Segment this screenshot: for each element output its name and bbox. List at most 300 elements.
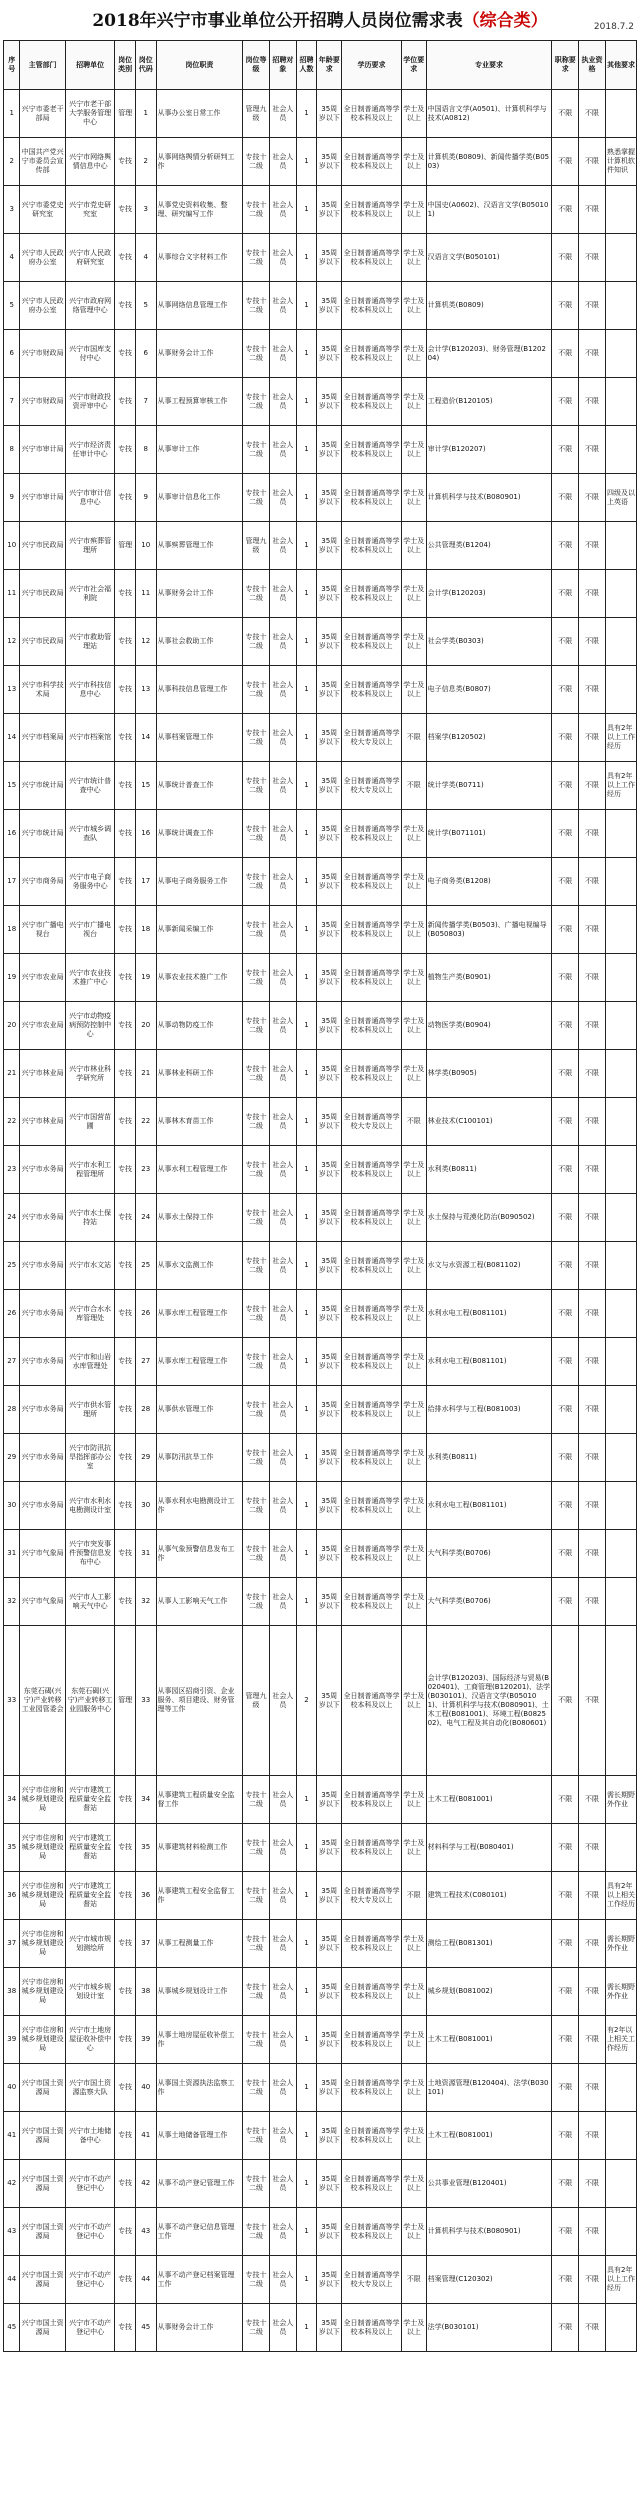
table-cell: 专技十二级 xyxy=(243,762,270,810)
table-row xyxy=(4,2304,637,2352)
table-cell: 不限 xyxy=(579,2160,606,2208)
table-cell: 社会人员 xyxy=(269,618,296,666)
table-cell: 不限 xyxy=(552,1776,579,1824)
table-cell: 不限 xyxy=(579,666,606,714)
column-header: 专业要求 xyxy=(426,41,552,90)
table-cell: 计算机科学与技术(B080901) xyxy=(426,474,552,522)
table-cell: 兴宁市气象局 xyxy=(20,1530,65,1578)
table-cell: 3 xyxy=(135,186,156,234)
table-cell: 不限 xyxy=(552,858,579,906)
table-cell: 32 xyxy=(4,1578,20,1626)
table-cell: 全日制普通高等学校本科及以上 xyxy=(342,474,402,522)
column-header: 年龄要求 xyxy=(317,41,342,90)
table-row xyxy=(4,2064,637,2112)
table-cell: 不限 xyxy=(579,1872,606,1920)
table-cell: 社会人员 xyxy=(269,2112,296,2160)
table-cell: 不限 xyxy=(579,1050,606,1098)
table-cell: 18 xyxy=(4,906,20,954)
table-cell: 兴宁市水务局 xyxy=(20,1386,65,1434)
table-cell: 不限 xyxy=(579,954,606,1002)
table-cell: 44 xyxy=(4,2256,20,2304)
table-row xyxy=(4,666,637,714)
table-cell: 不限 xyxy=(552,810,579,858)
table-cell: 管理九级 xyxy=(243,522,270,570)
table-cell: 不限 xyxy=(552,1002,579,1050)
table-row xyxy=(4,618,637,666)
table-cell: 19 xyxy=(4,954,20,1002)
table-cell: 学士及以上 xyxy=(401,1434,426,1482)
table-cell: 社会人员 xyxy=(269,1530,296,1578)
table-cell: 专技十二级 xyxy=(243,2208,270,2256)
table-cell: 社会人员 xyxy=(269,2304,296,2352)
table-cell: 不限 xyxy=(579,570,606,618)
table-cell: 水利类(B0811) xyxy=(426,1434,552,1482)
table-cell: 林业技术(C100101) xyxy=(426,1098,552,1146)
table-cell: 不限 xyxy=(552,330,579,378)
table-cell: 30 xyxy=(135,1482,156,1530)
table-cell: 42 xyxy=(135,2160,156,2208)
table-cell: 14 xyxy=(4,714,20,762)
table-cell: 从事统计普查工作 xyxy=(156,762,243,810)
table-cell: 专技十二级 xyxy=(243,618,270,666)
table-cell: 学士及以上 xyxy=(401,906,426,954)
table-cell: 从事水土保持工作 xyxy=(156,1194,243,1242)
table-cell: 兴宁市统计局 xyxy=(20,810,65,858)
table-cell: 专技十二级 xyxy=(243,714,270,762)
table-cell: 不限 xyxy=(579,522,606,570)
table-cell: 39 xyxy=(135,2016,156,2064)
column-header: 岗位职责 xyxy=(156,41,243,90)
table-cell: 社会人员 xyxy=(269,1194,296,1242)
table-cell xyxy=(605,2064,636,2112)
table-cell: 35周岁以下 xyxy=(317,666,342,714)
table-cell: 不限 xyxy=(552,1434,579,1482)
table-cell: 植物生产类(B0901) xyxy=(426,954,552,1002)
table-cell xyxy=(605,1002,636,1050)
table-cell: 专技十二级 xyxy=(243,1578,270,1626)
table-cell: 全日制普通高等学校本科及以上 xyxy=(342,2160,402,2208)
column-header: 学历要求 xyxy=(342,41,402,90)
table-cell: 不限 xyxy=(552,282,579,330)
table-cell: 电子信息类(B0807) xyxy=(426,666,552,714)
table-cell: 测绘工程(B081301) xyxy=(426,1920,552,1968)
table-body xyxy=(4,90,637,2352)
table-cell: 从事工程预算审核工作 xyxy=(156,378,243,426)
table-cell: 35周岁以下 xyxy=(317,1194,342,1242)
table-cell: 35周岁以下 xyxy=(317,1530,342,1578)
table-cell: 35周岁以下 xyxy=(317,2304,342,2352)
table-cell: 全日制普通高等学校本科及以上 xyxy=(342,858,402,906)
table-cell: 会计学(B120203)、财务管理(B120204) xyxy=(426,330,552,378)
table-cell: 兴宁市不动产登记中心 xyxy=(65,2208,114,2256)
table-cell xyxy=(605,1146,636,1194)
table-cell: 不限 xyxy=(552,618,579,666)
table-cell: 全日制普通高等学校本科及以上 xyxy=(342,1194,402,1242)
table-cell: 学士及以上 xyxy=(401,2064,426,2112)
table-cell: 1 xyxy=(296,714,317,762)
table-cell: 16 xyxy=(4,810,20,858)
table-cell: 1 xyxy=(296,330,317,378)
table-cell: 40 xyxy=(135,2064,156,2112)
table-cell: 兴宁市民政局 xyxy=(20,522,65,570)
table-cell: 兴宁市广播电视台 xyxy=(20,906,65,954)
table-cell: 不限 xyxy=(552,1968,579,2016)
table-cell: 1 xyxy=(296,90,317,138)
table-cell: 专技十二级 xyxy=(243,858,270,906)
table-cell: 全日制普通高等学校本科及以上 xyxy=(342,1776,402,1824)
table-cell: 从事统计调查工作 xyxy=(156,810,243,858)
table-cell: 专技 xyxy=(115,714,136,762)
table-row xyxy=(4,186,637,234)
table-cell: 需长期野外作业 xyxy=(605,1968,636,2016)
table-cell: 兴宁市水务局 xyxy=(20,1338,65,1386)
table-cell: 管理 xyxy=(115,1626,136,1776)
table-cell: 水利类(B0811) xyxy=(426,1146,552,1194)
table-cell: 社会人员 xyxy=(269,1386,296,1434)
table-cell: 专技 xyxy=(115,2016,136,2064)
table-cell: 从事林木育苗工作 xyxy=(156,1098,243,1146)
table-cell: 社会人员 xyxy=(269,282,296,330)
table-cell: 社会人员 xyxy=(269,234,296,282)
table-cell: 兴宁市经济责任审计中心 xyxy=(65,426,114,474)
table-cell: 36 xyxy=(4,1872,20,1920)
table-cell: 专技十二级 xyxy=(243,1338,270,1386)
table-cell: 有2年以上相关工作经历 xyxy=(605,2016,636,2064)
table-cell: 不限 xyxy=(552,234,579,282)
table-cell: 学士及以上 xyxy=(401,810,426,858)
table-cell xyxy=(605,2112,636,2160)
table-cell: 6 xyxy=(4,330,20,378)
table-cell: 24 xyxy=(4,1194,20,1242)
table-cell: 1 xyxy=(296,1872,317,1920)
table-row xyxy=(4,1824,637,1872)
table-cell: 从事城乡规划设计工作 xyxy=(156,1968,243,2016)
table-cell: 35周岁以下 xyxy=(317,2016,342,2064)
table-cell: 37 xyxy=(135,1920,156,1968)
table-cell: 兴宁市水务局 xyxy=(20,1242,65,1290)
table-cell: 35周岁以下 xyxy=(317,1968,342,2016)
table-cell: 学士及以上 xyxy=(401,1146,426,1194)
table-cell: 学士及以上 xyxy=(401,1482,426,1530)
table-cell xyxy=(605,1824,636,1872)
table-cell: 不限 xyxy=(579,1338,606,1386)
table-cell: 公共管理类(B1204) xyxy=(426,522,552,570)
table-row xyxy=(4,1338,637,1386)
table-row xyxy=(4,2016,637,2064)
table-cell: 兴宁市供水管理所 xyxy=(65,1386,114,1434)
table-cell: 不限 xyxy=(579,1824,606,1872)
table-cell: 不限 xyxy=(579,1290,606,1338)
table-cell: 28 xyxy=(4,1386,20,1434)
table-cell: 兴宁市委党史研究室 xyxy=(20,186,65,234)
table-cell: 全日制普通高等学校本科及以上 xyxy=(342,906,402,954)
table-cell: 45 xyxy=(135,2304,156,2352)
table-cell: 1 xyxy=(296,1194,317,1242)
table-cell: 档案学(B120502) xyxy=(426,714,552,762)
table-cell: 21 xyxy=(4,1050,20,1098)
table-cell: 35周岁以下 xyxy=(317,1872,342,1920)
table-cell: 35周岁以下 xyxy=(317,858,342,906)
table-cell: 全日制普通高等学校本科及以上 xyxy=(342,618,402,666)
table-cell: 社会人员 xyxy=(269,2016,296,2064)
table-cell: 从事不动产登记档案管理工作 xyxy=(156,2256,243,2304)
table-cell: 公共事业管理(B120401) xyxy=(426,2160,552,2208)
table-cell: 兴宁市建筑工程质量安全监督站 xyxy=(65,1872,114,1920)
table-cell: 12 xyxy=(135,618,156,666)
table-cell: 1 xyxy=(296,618,317,666)
table-cell: 不限 xyxy=(579,1626,606,1776)
table-cell: 不限 xyxy=(552,666,579,714)
table-cell: 从事气象预警信息发布工作 xyxy=(156,1530,243,1578)
table-cell: 专技 xyxy=(115,186,136,234)
table-cell: 25 xyxy=(4,1242,20,1290)
table-cell: 40 xyxy=(4,2064,20,2112)
table-cell: 兴宁市委老干部局 xyxy=(20,90,65,138)
table-cell: 35周岁以下 xyxy=(317,1626,342,1776)
table-cell: 不限 xyxy=(552,1578,579,1626)
table-cell: 专技十二级 xyxy=(243,1776,270,1824)
table-cell: 兴宁市国土资源局 xyxy=(20,2064,65,2112)
table-cell: 全日制普通高等学校本科及以上 xyxy=(342,1338,402,1386)
column-header: 招聘单位 xyxy=(65,41,114,90)
table-cell: 管理九级 xyxy=(243,90,270,138)
table-cell: 专技十二级 xyxy=(243,1386,270,1434)
table-cell: 不限 xyxy=(579,858,606,906)
table-cell: 学士及以上 xyxy=(401,2016,426,2064)
table-cell: 社会人员 xyxy=(269,2208,296,2256)
table-cell: 11 xyxy=(4,570,20,618)
table-cell: 不限 xyxy=(552,474,579,522)
table-cell: 39 xyxy=(4,2016,20,2064)
table-cell xyxy=(605,378,636,426)
table-cell: 专技 xyxy=(115,2112,136,2160)
table-cell: 专技十二级 xyxy=(243,1050,270,1098)
table-cell: 社会人员 xyxy=(269,810,296,858)
table-cell: 社会人员 xyxy=(269,522,296,570)
table-cell: 专技十二级 xyxy=(243,1434,270,1482)
table-cell: 社会人员 xyxy=(269,2160,296,2208)
table-row xyxy=(4,138,637,186)
table-cell: 学士及以上 xyxy=(401,1050,426,1098)
table-cell: 不限 xyxy=(552,1050,579,1098)
table-cell: 具有2年以上工作经历 xyxy=(605,762,636,810)
table-row xyxy=(4,522,637,570)
table-row xyxy=(4,858,637,906)
table-cell: 中国语言文学(A0501)、计算机科学与技术(A0812) xyxy=(426,90,552,138)
column-header: 招聘对象 xyxy=(269,41,296,90)
table-row xyxy=(4,762,637,810)
table-cell: 兴宁市档案馆 xyxy=(65,714,114,762)
table-cell: 7 xyxy=(135,378,156,426)
table-cell: 林学类(B0905) xyxy=(426,1050,552,1098)
table-cell: 社会人员 xyxy=(269,762,296,810)
table-cell: 不限 xyxy=(552,90,579,138)
table-header-row xyxy=(4,41,637,90)
table-cell: 全日制普通高等学校本科及以上 xyxy=(342,2112,402,2160)
table-cell: 兴宁市城市规划测绘所 xyxy=(65,1920,114,1968)
table-row xyxy=(4,330,637,378)
table-cell: 1 xyxy=(296,1242,317,1290)
table-cell: 东莞石碣(兴宁)产业转移工业园管委会 xyxy=(20,1626,65,1776)
table-cell: 专技十二级 xyxy=(243,2016,270,2064)
table-cell: 1 xyxy=(296,1098,317,1146)
table-cell: 从事建筑材料检测工作 xyxy=(156,1824,243,1872)
table-cell: 32 xyxy=(135,1578,156,1626)
table-cell: 兴宁市水务局 xyxy=(20,1482,65,1530)
table-cell: 专技 xyxy=(115,1050,136,1098)
table-row xyxy=(4,906,637,954)
table-cell: 从事党史资料收集、整理、研究编写工作 xyxy=(156,186,243,234)
table-cell: 从事林业科研工作 xyxy=(156,1050,243,1098)
table-cell: 30 xyxy=(4,1482,20,1530)
table-cell: 兴宁市审计局 xyxy=(20,426,65,474)
table-row xyxy=(4,570,637,618)
table-cell: 全日制普通高等学校大专及以上 xyxy=(342,2256,402,2304)
table-cell: 全日制普通高等学校本科及以上 xyxy=(342,1050,402,1098)
table-cell: 从事不动产登记信息管理工作 xyxy=(156,2208,243,2256)
column-header: 职称要求 xyxy=(552,41,579,90)
table-cell: 1 xyxy=(296,1920,317,1968)
table-cell: 兴宁市国土资源局 xyxy=(20,2112,65,2160)
table-cell: 21 xyxy=(135,1050,156,1098)
table-cell: 专技 xyxy=(115,1434,136,1482)
table-cell: 动物医学类(B0904) xyxy=(426,1002,552,1050)
table-cell: 1 xyxy=(296,1002,317,1050)
table-cell: 社会人员 xyxy=(269,666,296,714)
table-cell: 社会人员 xyxy=(269,954,296,1002)
table-cell: 不限 xyxy=(579,1242,606,1290)
table-cell xyxy=(605,1290,636,1338)
table-row xyxy=(4,1920,637,1968)
table-cell xyxy=(605,1050,636,1098)
table-cell: 兴宁市国土资源局 xyxy=(20,2304,65,2352)
table-cell: 不限 xyxy=(552,426,579,474)
table-cell: 不限 xyxy=(579,138,606,186)
table-cell: 兴宁市党史研究室 xyxy=(65,186,114,234)
table-row xyxy=(4,282,637,330)
date-label: 2018.7.2 xyxy=(593,22,634,32)
table-cell: 16 xyxy=(135,810,156,858)
table-cell: 从事财务会计工作 xyxy=(156,330,243,378)
table-cell: 1 xyxy=(296,1290,317,1338)
table-cell: 学士及以上 xyxy=(401,1194,426,1242)
table-cell: 全日制普通高等学校本科及以上 xyxy=(342,2016,402,2064)
table-cell: 42 xyxy=(4,2160,20,2208)
table-cell: 35周岁以下 xyxy=(317,1824,342,1872)
table-cell: 兴宁市农业局 xyxy=(20,954,65,1002)
table-cell: 兴宁市住房和城乡规划建设局 xyxy=(20,1920,65,1968)
table-row xyxy=(4,1050,637,1098)
table-cell: 兴宁市老干部大学服务管理中心 xyxy=(65,90,114,138)
table-cell: 1 xyxy=(296,810,317,858)
table-cell: 不限 xyxy=(579,186,606,234)
table-cell: 全日制普通高等学校本科及以上 xyxy=(342,186,402,234)
table-cell: 6 xyxy=(135,330,156,378)
table-cell: 1 xyxy=(296,1146,317,1194)
table-cell: 不限 xyxy=(579,1776,606,1824)
table-cell: 学士及以上 xyxy=(401,426,426,474)
table-cell: 不限 xyxy=(552,954,579,1002)
table-cell: 全日制普通高等学校本科及以上 xyxy=(342,2064,402,2112)
table-cell: 不限 xyxy=(579,2304,606,2352)
table-cell: 27 xyxy=(135,1338,156,1386)
table-cell: 全日制普通高等学校本科及以上 xyxy=(342,378,402,426)
table-cell: 兴宁市审计局 xyxy=(20,474,65,522)
table-cell: 专技十二级 xyxy=(243,1242,270,1290)
table-cell: 35周岁以下 xyxy=(317,618,342,666)
table-cell: 35周岁以下 xyxy=(317,1146,342,1194)
table-cell: 不限 xyxy=(401,714,426,762)
table-cell: 1 xyxy=(296,1968,317,2016)
table-cell xyxy=(605,234,636,282)
table-cell: 专技 xyxy=(115,1098,136,1146)
table-cell xyxy=(605,1530,636,1578)
table-cell xyxy=(605,426,636,474)
table-cell: 38 xyxy=(4,1968,20,2016)
table-cell: 不限 xyxy=(579,1530,606,1578)
table-cell: 专技十二级 xyxy=(243,378,270,426)
table-cell: 兴宁市防汛抗旱指挥部办公室 xyxy=(65,1434,114,1482)
table-cell: 19 xyxy=(135,954,156,1002)
table-cell: 兴宁市水务局 xyxy=(20,1146,65,1194)
table-cell: 从事动物防疫工作 xyxy=(156,1002,243,1050)
table-cell: 35 xyxy=(135,1824,156,1872)
table-cell: 会计学(B120203) xyxy=(426,570,552,618)
table-cell: 学士及以上 xyxy=(401,2112,426,2160)
table-cell: 专技 xyxy=(115,2064,136,2112)
table-cell xyxy=(605,522,636,570)
table-cell: 兴宁市国土资源局 xyxy=(20,2160,65,2208)
table-cell: 1 xyxy=(296,1050,317,1098)
table-cell: 兴宁市救助管理站 xyxy=(65,618,114,666)
table-cell: 4 xyxy=(135,234,156,282)
table-cell: 社会人员 xyxy=(269,714,296,762)
table-cell: 从事档案管理工作 xyxy=(156,714,243,762)
table-cell: 社会人员 xyxy=(269,1146,296,1194)
table-cell: 专技 xyxy=(115,1482,136,1530)
table-cell: 兴宁市统计局 xyxy=(20,762,65,810)
table-cell: 从事土地房屋征收补偿工作 xyxy=(156,2016,243,2064)
table-cell: 兴宁市合水水库管理处 xyxy=(65,1290,114,1338)
table-cell: 学士及以上 xyxy=(401,2304,426,2352)
table-cell: 专技 xyxy=(115,234,136,282)
table-cell xyxy=(605,570,636,618)
table-cell: 兴宁市科学技术局 xyxy=(20,666,65,714)
table-cell: 专技 xyxy=(115,1146,136,1194)
table-cell: 兴宁市电子商务服务中心 xyxy=(65,858,114,906)
table-cell: 8 xyxy=(4,426,20,474)
table-cell: 1 xyxy=(296,762,317,810)
table-row xyxy=(4,954,637,1002)
table-row xyxy=(4,2208,637,2256)
table-cell: 统计学类(B0711) xyxy=(426,762,552,810)
table-cell: 35周岁以下 xyxy=(317,330,342,378)
table-cell: 不限 xyxy=(552,2064,579,2112)
table-cell: 不限 xyxy=(401,1098,426,1146)
table-cell: 专技十二级 xyxy=(243,906,270,954)
table-cell: 兴宁市林业科学研究所 xyxy=(65,1050,114,1098)
table-cell: 不限 xyxy=(579,2112,606,2160)
table-cell: 35周岁以下 xyxy=(317,1002,342,1050)
table-row xyxy=(4,1530,637,1578)
table-cell: 43 xyxy=(4,2208,20,2256)
table-cell: 专技十二级 xyxy=(243,666,270,714)
table-cell: 管理九级 xyxy=(243,1626,270,1776)
table-cell: 不限 xyxy=(579,1578,606,1626)
table-cell: 3 xyxy=(4,186,20,234)
table-cell: 2 xyxy=(4,138,20,186)
table-cell: 11 xyxy=(135,570,156,618)
